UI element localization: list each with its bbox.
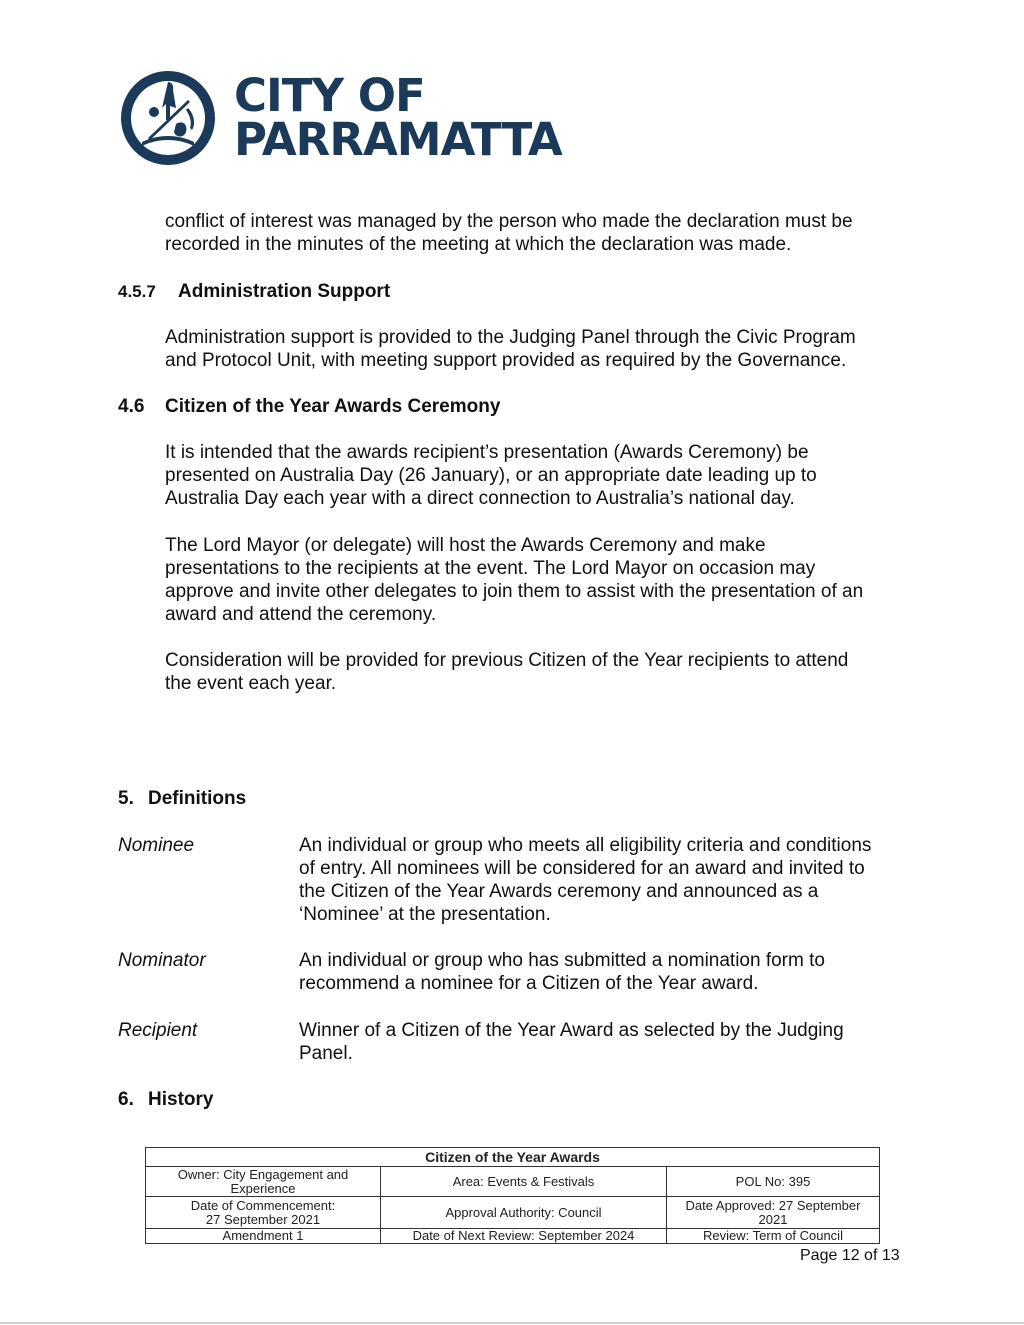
definition-term-nominator: Nominator: [118, 950, 206, 971]
approved-line-1: Date Approved: 27 September: [685, 1197, 861, 1213]
date-approved-cell: [667, 1197, 880, 1229]
ceremony-paragraph-1: [165, 441, 915, 510]
review-cell: Review: Term of Council: [667, 1229, 880, 1244]
definition-text-recipient: [299, 1019, 914, 1065]
owner-line-2: Experience: [230, 1180, 296, 1196]
text-line: of entry. All nominees will be considered for an award and invited to: [299, 858, 865, 879]
section-heading-4-6: [118, 395, 500, 418]
text-line: presentations to the recipients at the event. The Lord Mayor on occasion may: [165, 558, 816, 579]
logo-line-1: CITY OF: [234, 69, 425, 122]
parramatta-emblem-icon: [118, 68, 218, 168]
definition-text-nominee: [299, 834, 914, 926]
text-line: and Protocol Unit, with meeting support provided as required by the Governance.: [165, 350, 847, 371]
owner-line-1: Owner: City Engagement and: [177, 1166, 349, 1182]
policy-footer-table: [145, 1147, 880, 1244]
approval-authority-cell: Approval Authority: Council: [381, 1197, 667, 1229]
definition-term-nominee: Nominee: [118, 835, 195, 856]
continuation-paragraph: [165, 210, 915, 256]
text-line: award and attend the ceremony.: [165, 604, 437, 625]
text-line: approve and invite other delegates to join them to assist with the presentation of an: [165, 581, 864, 602]
text-line: Winner of a Citizen of the Year Award as selected by the Judging: [299, 1020, 844, 1041]
text-line: It is intended that the awards recipient’s presentation (Awards Ceremony) be: [165, 442, 809, 463]
text-line: Australia Day each year with a direct connection to Australia’s national day.: [165, 488, 795, 509]
footer-title: Citizen of the Year Awards: [146, 1148, 880, 1167]
text-line: The Lord Mayor (or delegate) will host the Awards Ceremony and make: [165, 535, 766, 556]
text-line: presented on Australia Day (26 January), or an appropriate date leading up to: [165, 465, 817, 486]
section-number: 4.6: [118, 396, 145, 417]
approved-line-2: 2021: [758, 1211, 788, 1227]
section-number: 4.5.7: [118, 282, 156, 301]
area-cell: Area: Events & Festivals: [381, 1167, 667, 1197]
text-line: the event each year.: [165, 673, 337, 694]
page-number: Page 12 of 13: [800, 1247, 900, 1264]
text-line: the Citizen of the Year Awards ceremony and announced as a: [299, 881, 819, 902]
section-title: Citizen of the Year Awards Ceremony: [165, 396, 501, 417]
ceremony-paragraph-2: [165, 534, 915, 626]
section-title: Administration Support: [178, 281, 391, 302]
text-line: An individual or group who meets all eligibility criteria and conditions: [299, 835, 872, 856]
text-line: recorded in the minutes of the meeting at which the declaration was made.: [165, 234, 792, 255]
page-bottom-divider: [0, 1322, 1024, 1324]
city-of-parramatta-logo: [118, 68, 562, 172]
logo-wordmark: [234, 69, 562, 166]
section-title: Definitions: [148, 788, 247, 809]
owner-cell: [146, 1167, 381, 1197]
text-line: An individual or group who has submitted a nomination form to: [299, 950, 825, 971]
pol-number-cell: POL No: 395: [667, 1167, 880, 1197]
amendment-cell: Amendment 1: [146, 1229, 381, 1244]
next-review-cell: Date of Next Review: September 2024: [381, 1229, 667, 1244]
logo-line-2: PARRAMATTA: [234, 113, 562, 166]
administration-support-paragraph: [165, 326, 915, 372]
text-line: conflict of interest was managed by the person who made the declaration must be: [165, 211, 853, 232]
text-line: Panel.: [299, 1043, 353, 1064]
text-line: ‘Nominee’ at the presentation.: [299, 904, 551, 925]
section-number: 6.: [118, 1089, 134, 1110]
ceremony-paragraph-3: [165, 649, 915, 695]
definition-text-nominator: [299, 949, 914, 995]
section-title: History: [148, 1089, 214, 1110]
text-line: recommend a nominee for a Citizen of the Year award.: [299, 973, 759, 994]
definition-term-recipient: Recipient: [118, 1020, 198, 1041]
commencement-line-1: Date of Commencement:: [190, 1197, 336, 1213]
text-line: Administration support is provided to the Judging Panel through the Civic Program: [165, 327, 856, 348]
section-heading-history: [118, 1088, 213, 1111]
commencement-line-2: 27 September 2021: [205, 1211, 321, 1227]
section-heading-4-5-7: [118, 280, 390, 303]
text-line: Consideration will be provided for previous Citizen of the Year recipients to attend: [165, 650, 849, 671]
section-heading-definitions: [118, 787, 246, 810]
section-number: 5.: [118, 788, 134, 809]
commencement-cell: [146, 1197, 381, 1229]
